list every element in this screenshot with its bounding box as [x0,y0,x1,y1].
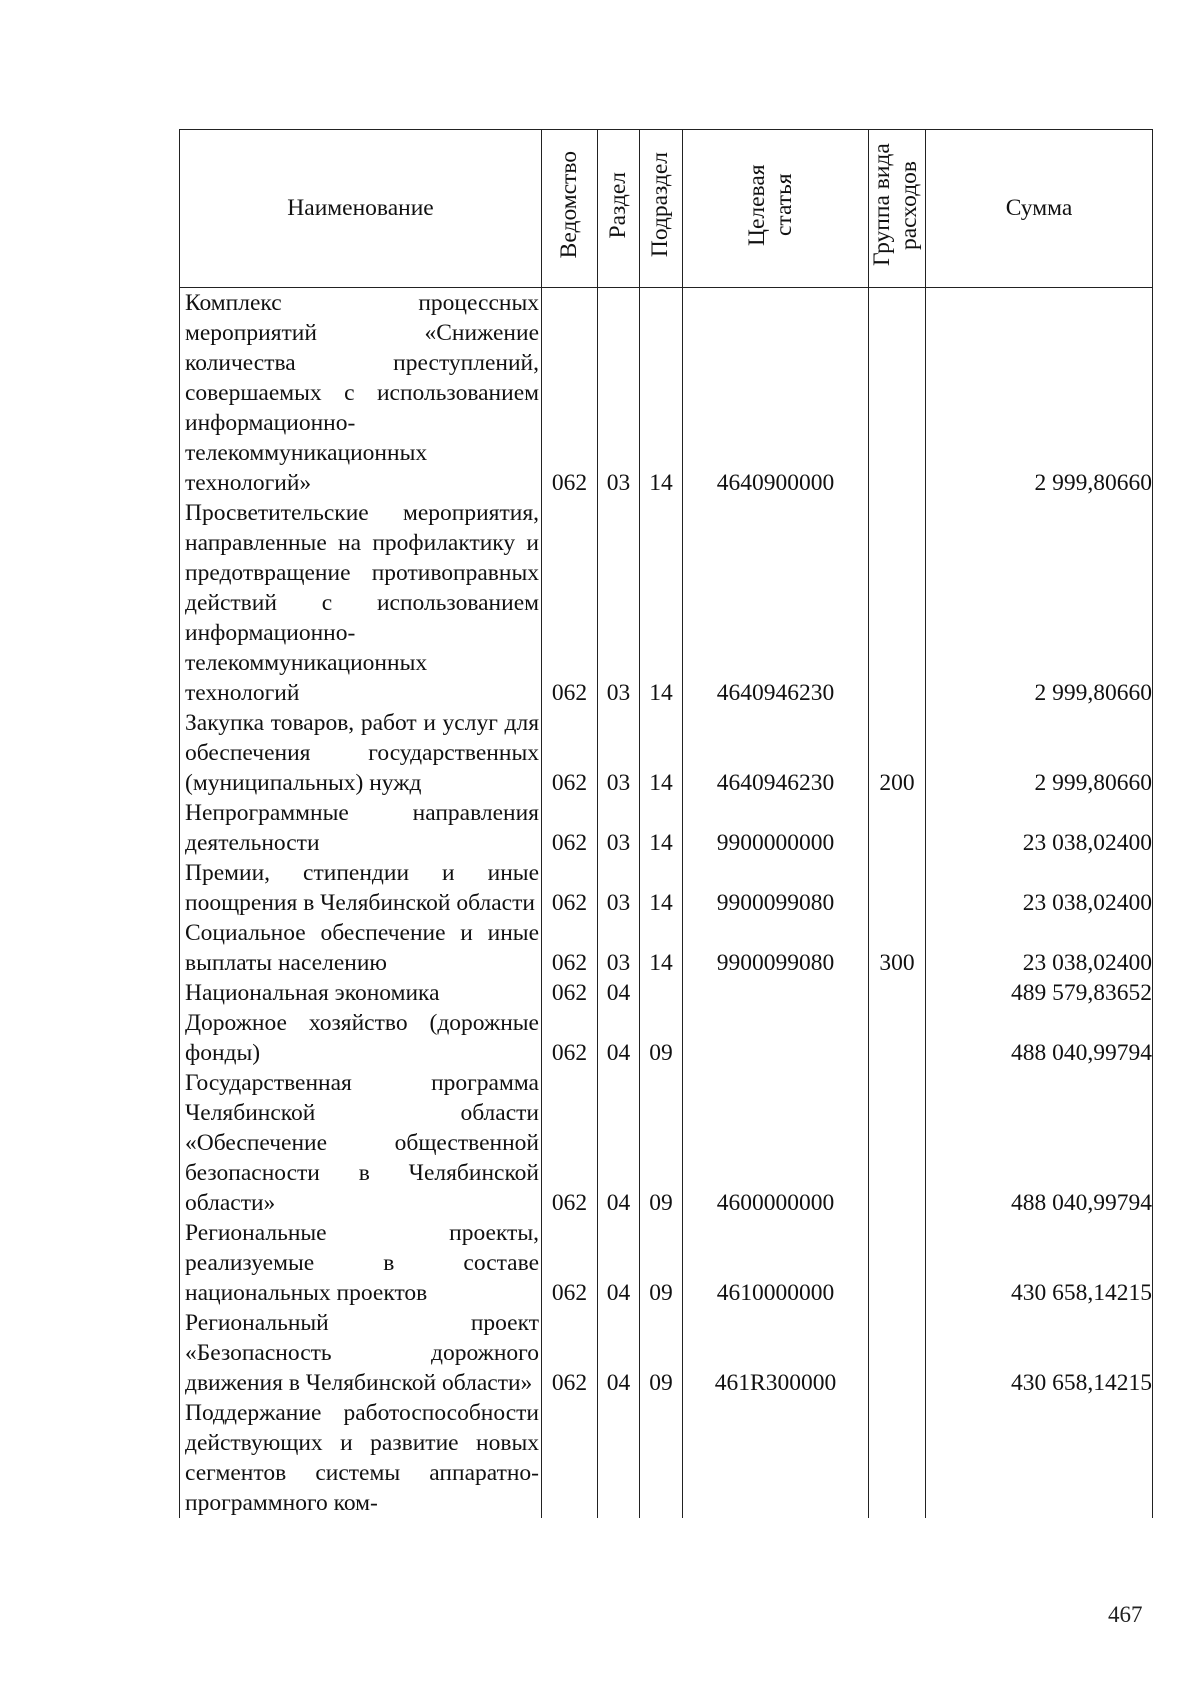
row-name: Поддержание работоспособности действующих и развитие новых сегментов системы аппаратно-программного ком- [180,1398,542,1518]
row-section: 04 [598,1218,640,1308]
header-department: Ведомство [542,130,598,288]
row-target-item: 4640946230 [683,498,869,708]
row-name: Национальная экономика [180,978,542,1008]
table-row [180,498,1153,708]
row-subsection [640,1398,683,1518]
table-row [180,1218,1153,1308]
row-amount: 2 999,80660 [926,708,1153,798]
header-expense-group: Группа вида расходов [869,130,926,288]
row-expense-group [869,288,926,499]
table-row [180,1308,1153,1398]
header-target-item: Целевая статья [683,130,869,288]
row-target-item: 9900099080 [683,918,869,978]
row-name: Социальное обеспечение и иные выплаты населению [180,918,542,978]
table-row [180,858,1153,918]
row-department: 062 [542,978,598,1008]
table-row [180,798,1153,858]
row-name: Просветительские мероприятия, направленные на профилактику и предотвращение противоправных действий с использованием информационно-телекоммуникационных технологий [180,498,542,708]
row-target-item [683,1398,869,1518]
row-target-item: 4640900000 [683,288,869,499]
table-row [180,1008,1153,1068]
row-expense-group [869,1008,926,1068]
row-department: 062 [542,798,598,858]
header-section: Раздел [598,130,640,288]
row-subsection: 14 [640,498,683,708]
header-subsection: Подраздел [640,130,683,288]
row-department: 062 [542,708,598,798]
page-number: 467 [1108,1602,1143,1627]
row-department: 062 [542,1218,598,1308]
row-subsection: 14 [640,858,683,918]
row-section: 03 [598,498,640,708]
row-subsection: 14 [640,798,683,858]
row-subsection: 14 [640,708,683,798]
row-subsection: 09 [640,1008,683,1068]
row-department: 062 [542,918,598,978]
row-amount: 2 999,80660 [926,498,1153,708]
row-amount: 23 038,02400 [926,798,1153,858]
row-amount: 489 579,83652 [926,978,1153,1008]
row-department [542,1398,598,1518]
table-row [180,978,1153,1008]
row-section: 04 [598,1308,640,1398]
header-name: Наименование [180,130,542,288]
row-section: 03 [598,858,640,918]
row-subsection: 09 [640,1308,683,1398]
row-expense-group [869,978,926,1008]
row-amount: 488 040,99794 [926,1008,1153,1068]
row-section: 03 [598,798,640,858]
row-subsection: 09 [640,1068,683,1218]
row-expense-group [869,798,926,858]
row-department: 062 [542,1008,598,1068]
row-amount: 2 999,80660 [926,288,1153,499]
row-amount: 430 658,14215 [926,1218,1153,1308]
row-name: Комплекс процессных мероприятий «Снижение количества преступлений, совершаемых с использованием информационно-телекоммуникационных технологий» [180,288,542,499]
row-name: Непрограммные направления деятельности [180,798,542,858]
table-row [180,708,1153,798]
row-name: Региональные проекты, реализуемые в составе национальных проектов [180,1218,542,1308]
row-amount: 488 040,99794 [926,1068,1153,1218]
row-section: 04 [598,978,640,1008]
row-name: Дорожное хозяйство (дорожные фонды) [180,1008,542,1068]
row-department: 062 [542,858,598,918]
row-subsection: 14 [640,918,683,978]
row-target-item: 9900099080 [683,858,869,918]
row-expense-group [869,1398,926,1518]
row-amount: 430 658,14215 [926,1308,1153,1398]
row-expense-group [869,858,926,918]
row-target-item: 461R300000 [683,1308,869,1398]
row-target-item [683,1008,869,1068]
row-department: 062 [542,1068,598,1218]
table-body [180,288,1153,1519]
row-name: Закупка товаров, работ и услуг для обеспечения государственных (муниципальных) нужд [180,708,542,798]
table-row [180,1068,1153,1218]
row-expense-group: 300 [869,918,926,978]
row-section [598,1398,640,1518]
header-amount: Сумма [926,130,1153,288]
row-name: Региональный проект «Безопасность дорожного движения в Челябинской области» [180,1308,542,1398]
table-row [180,288,1153,499]
row-target-item: 4600000000 [683,1068,869,1218]
budget-table [179,129,1153,1518]
row-target-item: 4640946230 [683,708,869,798]
table-row [180,918,1153,978]
row-expense-group [869,1068,926,1218]
row-name: Государственная программа Челябинской области «Обеспечение общественной безопасности в Челябинской области» [180,1068,542,1218]
row-section: 03 [598,918,640,978]
row-subsection [640,978,683,1008]
row-subsection: 14 [640,288,683,499]
row-target-item: 4610000000 [683,1218,869,1308]
row-amount: 23 038,02400 [926,918,1153,978]
row-name: Премии, стипендии и иные поощрения в Челябинской области [180,858,542,918]
row-expense-group: 200 [869,708,926,798]
table-row [180,1398,1153,1518]
row-amount [926,1398,1153,1518]
row-subsection: 09 [640,1218,683,1308]
row-target-item: 9900000000 [683,798,869,858]
row-department: 062 [542,498,598,708]
row-expense-group [869,1218,926,1308]
row-department: 062 [542,288,598,499]
row-amount: 23 038,02400 [926,858,1153,918]
row-section: 04 [598,1008,640,1068]
row-department: 062 [542,1308,598,1398]
row-section: 03 [598,288,640,499]
row-expense-group [869,1308,926,1398]
row-section: 03 [598,708,640,798]
row-expense-group [869,498,926,708]
table-header [180,130,1153,288]
row-section: 04 [598,1068,640,1218]
row-target-item [683,978,869,1008]
